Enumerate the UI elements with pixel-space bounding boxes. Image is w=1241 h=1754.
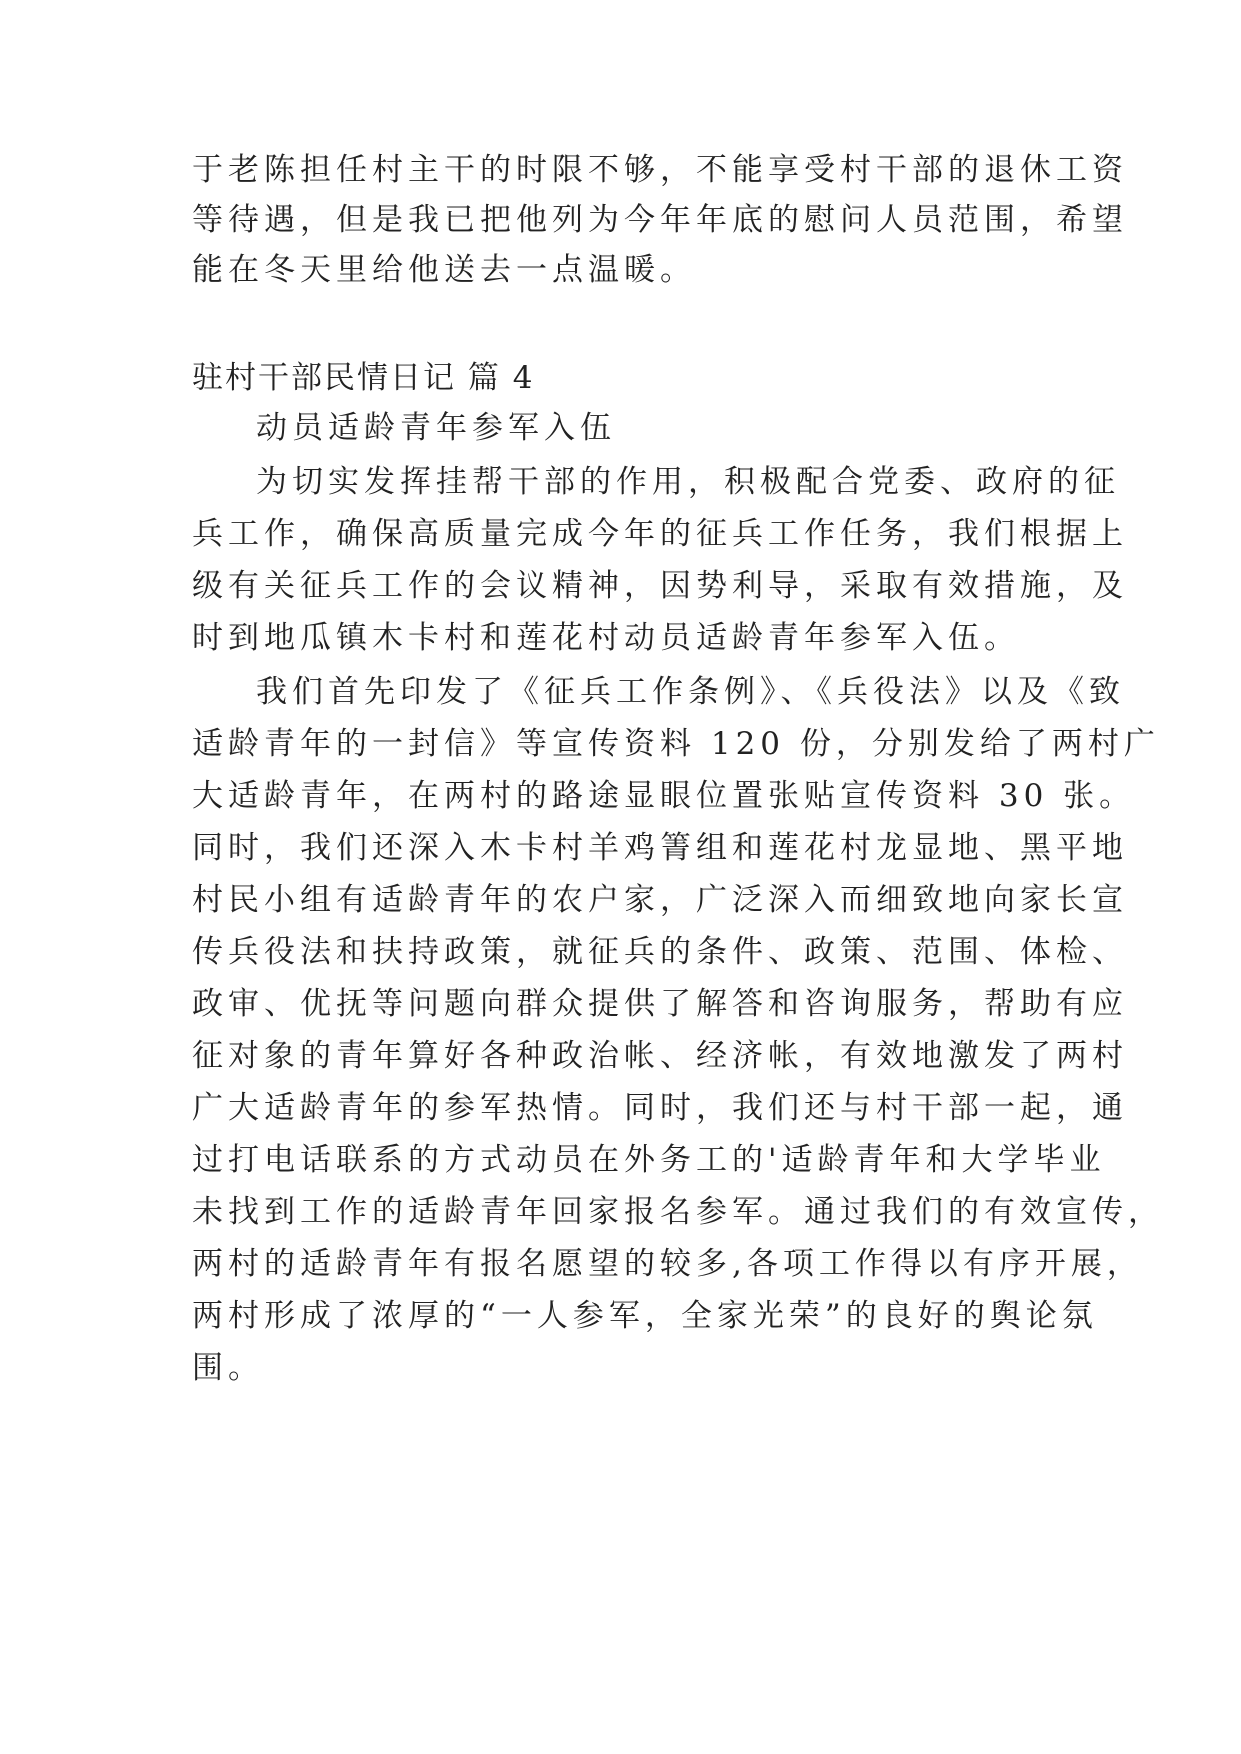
paragraph-line: 两村形成了浓厚的“一人参军，全家光荣”的良好的舆论氛 [192, 1298, 1098, 1334]
paragraph-line: 适龄青年的一封信》等宣传资料 120 份，分别发给了两村广 [192, 726, 1160, 762]
paragraph-line: 村民小组有适龄青年的农户家，广泛深入而细致地向家长宣 [192, 882, 1128, 918]
paragraph-line: 兵工作，确保高质量完成今年的征兵工作任务，我们根据上 [192, 516, 1128, 552]
paragraph-line: 能在冬天里给他送去一点温暖。 [192, 252, 696, 288]
paragraph-line: 政审、优抚等问题向群众提供了解答和咨询服务，帮助有应 [192, 986, 1128, 1022]
paragraph-line: 于老陈担任村主干的时限不够，不能享受村干部的退休工资 [192, 152, 1128, 188]
paragraph-line: 围。 [192, 1350, 264, 1386]
paragraph-line: 同时，我们还深入木卡村羊鸡箐组和莲花村龙显地、黑平地 [192, 830, 1128, 866]
paragraph-line: 过打电话联系的方式动员在外务工的'适龄青年和大学毕业 [192, 1142, 1106, 1178]
paragraph-line: 征对象的青年算好各种政治帐、经济帐，有效地激发了两村 [192, 1038, 1128, 1074]
paragraph-line: 我们首先印发了《征兵工作条例》、《兵役法》以及《致 [256, 674, 1125, 710]
paragraph-line: 为切实发挥挂帮干部的作用，积极配合党委、政府的征 [256, 464, 1120, 500]
paragraph-line: 时到地瓜镇木卡村和莲花村动员适龄青年参军入伍。 [192, 620, 1020, 656]
paragraph-line: 级有关征兵工作的会议精神，因势利导，采取有效措施，及 [192, 568, 1128, 604]
paragraph-line: 广大适龄青年的参军热情。同时，我们还与村干部一起，通 [192, 1090, 1128, 1126]
paragraph-line: 大适龄青年，在两村的路途显眼位置张贴宣传资料 30 张。 [192, 778, 1136, 814]
article-subtitle: 动员适龄青年参军入伍 [256, 410, 616, 446]
paragraph-line: 未找到工作的适龄青年回家报名参军。通过我们的有效宣传， [192, 1194, 1164, 1230]
paragraph-line: 等待遇，但是我已把他列为今年年底的慰问人员范围，希望 [192, 202, 1128, 238]
paragraph-line: 传兵役法和扶持政策，就征兵的条件、政策、范围、体检、 [192, 934, 1128, 970]
section-title: 驻村干部民情日记 篇 4 [192, 360, 535, 396]
paragraph-line: 两村的适龄青年有报名愿望的较多,各项工作得以有序开展， [192, 1246, 1143, 1282]
